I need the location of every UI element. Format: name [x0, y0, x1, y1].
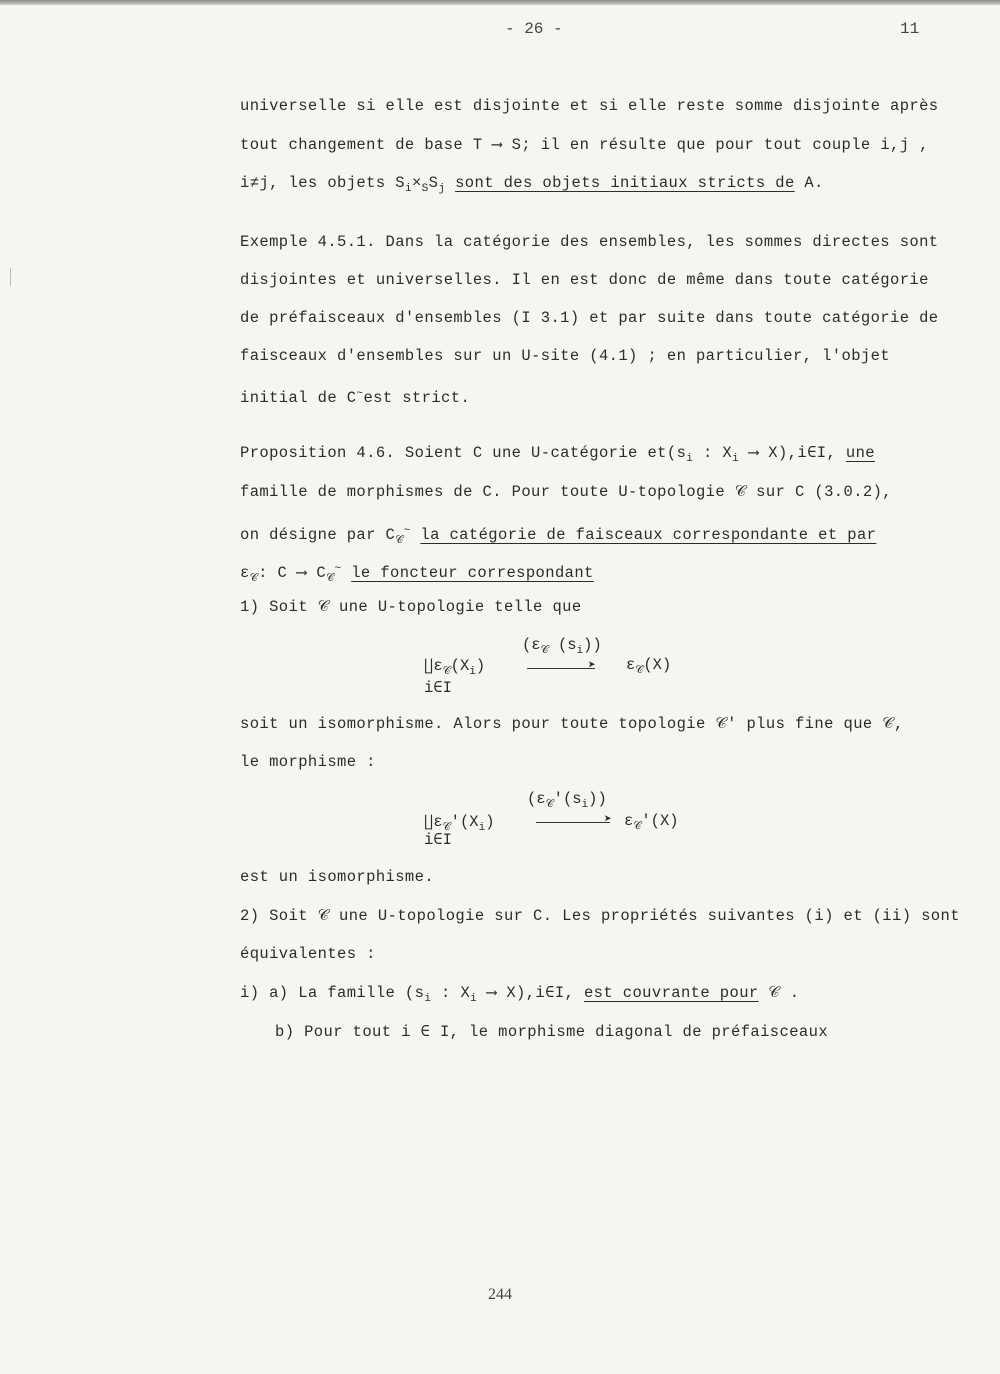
proposition-line-2: [240, 482, 892, 502]
example-line-4-text: faisceaux d'ensembles sur un U-site (4.1) ; en particulier, l'objet: [240, 347, 891, 365]
line-3-text: i≠j, les objets S: [240, 174, 405, 192]
line-1-text: universelle si elle est disjointe et si elle reste somme disjointe après: [240, 97, 939, 115]
proposition-line-4: $\varepsilon_𝒞$: C ⟶ $C_𝒞^\sim$ le foncteur correspondant: [240, 563, 594, 585]
text-line-after-diagram-1: [240, 714, 904, 734]
example-line-5-text: initial de C: [240, 389, 357, 407]
diagram-2-index: i∈I: [424, 831, 452, 849]
header-page-right: 11: [900, 20, 920, 38]
after-diagram-1-text: soit un isomorphisme. Alors pour toute topologie 𝒞' plus fine que 𝒞,: [240, 715, 904, 733]
scan-top-edge: [0, 0, 1000, 5]
example-line-3-text: de préfaisceaux d'ensembles (I 3.1) et par suite dans toute catégorie de: [240, 309, 939, 327]
scan-mark: [10, 268, 11, 286]
part-2-line-2-text: équivalentes :: [240, 945, 376, 963]
proposition-line-1-text: Proposition 4.6. Soient C une U-catégorie et(s: [240, 444, 687, 462]
text-line-2: [240, 135, 929, 155]
part-2-line-4: [275, 1022, 828, 1042]
text-line-1: [240, 96, 939, 116]
diagram-1-target: $\varepsilon_𝒞(X)$: [626, 656, 672, 677]
header-page-left: - 26 -: [505, 20, 563, 38]
isomorphisme-text: est un isomorphisme.: [240, 868, 435, 886]
diagram-2-target: $\varepsilon_𝒞'(X)$: [624, 812, 679, 833]
diagram-1-arrowhead: ➤: [588, 658, 596, 673]
proposition-line-5-text: 1) Soit 𝒞 une U-topologie telle que: [240, 598, 582, 616]
part-2-line-1: [240, 906, 960, 926]
part-2-line-3-text: i) a) La famille (s: [240, 984, 425, 1002]
diagram-2-source: $∐\varepsilon_𝒞'(X_i)$: [424, 813, 495, 834]
proposition-line-3: on désigne par $C_𝒞^\sim$ la catégorie de faisceaux correspondante et par: [240, 525, 877, 547]
part-2-line-4-text: b) Pour tout i ∈ I, le morphisme diagonal de préfaisceaux: [275, 1023, 829, 1041]
text-line-morphisme: [240, 752, 376, 772]
example-line-3: [240, 308, 939, 328]
diagram-2-arrow: [536, 822, 610, 823]
example-line-5: initial de C~est strict.: [240, 388, 471, 407]
example-line-2-text: disjointes et universelles. Il en est donc de même dans toute catégorie: [240, 271, 929, 289]
example-line-2: [240, 270, 929, 290]
diagram-1-index: i∈I: [424, 679, 452, 697]
diagram-1-arrow-label: ($\varepsilon_𝒞$ $(s_i)$): [522, 636, 602, 657]
text-line-3: i≠j, les objets $S_i\times_SS_j$ sont des objets initiaux stricts de A.: [240, 174, 824, 195]
text-line-isomorphisme: [240, 867, 434, 887]
diagram-1-source: $∐\varepsilon_𝒞(X_i)$: [424, 657, 486, 678]
diagram-2-arrowhead: ➤: [604, 812, 612, 827]
diagram-1-arrow: [527, 668, 595, 669]
proposition-line-2-text: famille de morphismes de C. Pour toute U-topologie 𝒞 sur C (3.0.2),: [240, 483, 892, 501]
proposition-line-1: Proposition 4.6. Soient C une U-catégorie $et(s_i$ : $X_i$ ⟶ X),i∈I, une: [240, 444, 876, 465]
example-line-1-text: Exemple 4.5.1. Dans la catégorie des ensembles, les sommes directes sont: [240, 233, 939, 251]
part-2-line-2: [240, 944, 376, 964]
page-number: 244: [488, 1286, 512, 1303]
proposition-line-5: [240, 597, 582, 617]
example-line-4: [240, 346, 890, 366]
part-2-line-3: i) a) La famille ($s_i$ : $X_i$ ⟶ X),i∈I, est couvrante pour 𝒞 .: [240, 984, 800, 1005]
proposition-line-3-text: on désigne par C: [240, 526, 396, 544]
morphisme-text: le morphisme :: [240, 753, 376, 771]
diagram-2-arrow-label: $(\varepsilon_𝒞'(s_i))$: [527, 790, 607, 811]
example-line-1: [240, 232, 939, 252]
proposition-line-4-text: ε: [240, 564, 250, 582]
line-2-text: tout changement de base T ⟶ S; il en résulte que pour tout couple i,j ,: [240, 136, 929, 154]
part-2-line-1-text: 2) Soit 𝒞 une U-topologie sur C. Les propriétés suivantes (i) et (ii) sont: [240, 907, 960, 925]
